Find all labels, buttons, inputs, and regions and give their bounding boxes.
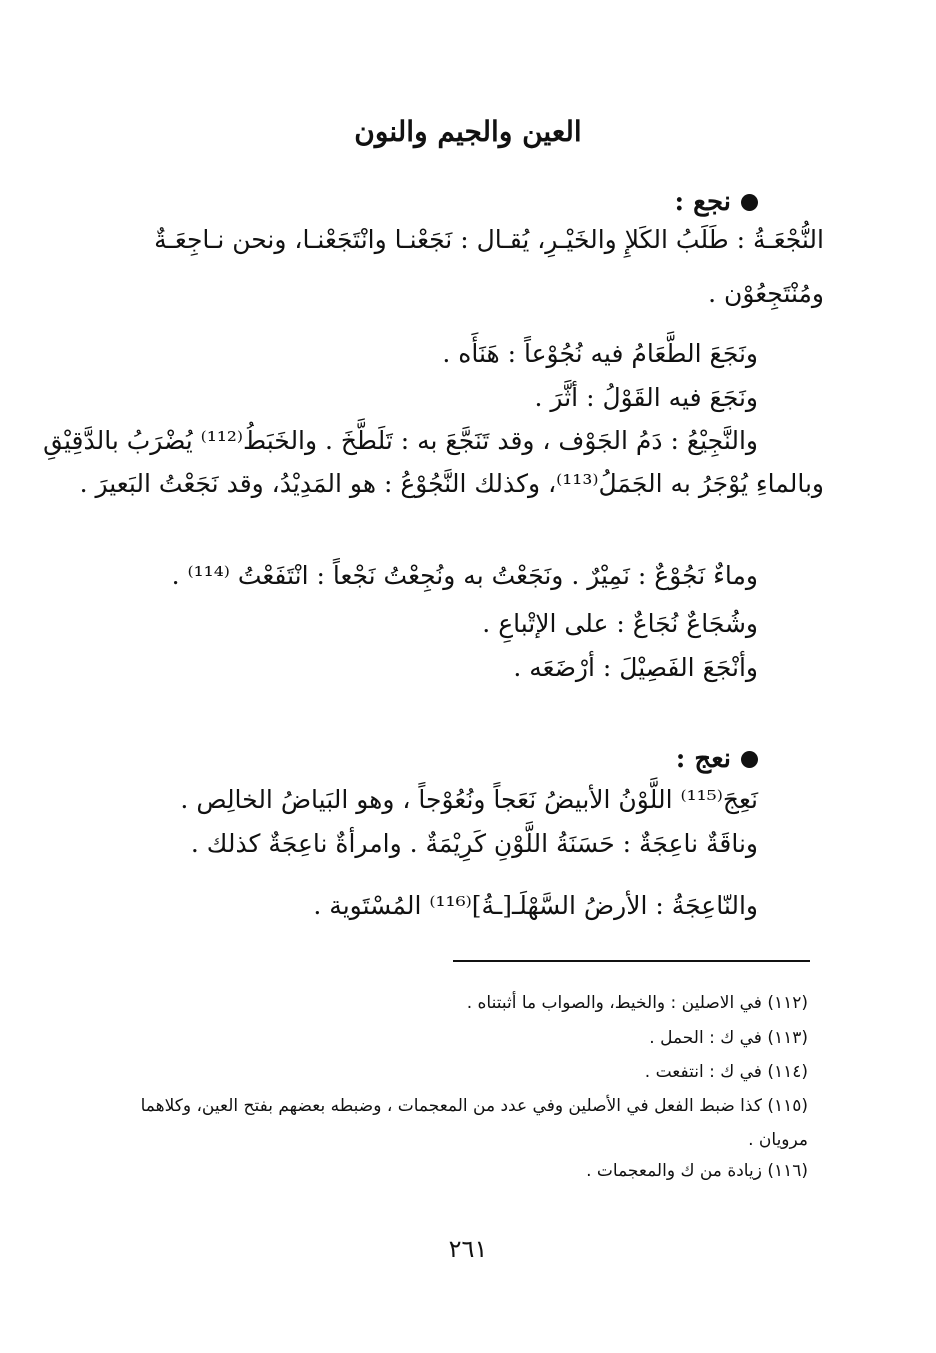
entry-line: ونَجَعَ فيه القَوْلُ : أثَّرَ .	[534, 383, 758, 412]
footnote: (١١٦) زيادة من ك والمعجمات .	[586, 1161, 808, 1181]
entry-line: نَعِجَ⁽¹¹⁵⁾ اللَّوْنُ الأبيضُ نَعَجاً ونُعُوْجاً ، وهو البَياضُ الخالِص .	[180, 785, 758, 814]
footnote-divider	[453, 960, 810, 962]
section-heading-naaj	[676, 740, 758, 777]
entry-line: والنّاعِجَةُ : الأرضُ السَّهْلَـ[ـةُ]⁽¹¹⁶⁾ المُسْتَوية .	[313, 891, 758, 920]
entry-line: ومُنْتَجِعُوْن .	[708, 279, 824, 308]
entry-line: وشُجَاعٌ نُجَاعٌ : على الإتْباعِ .	[482, 609, 758, 638]
entry-line: والنَّجِيْعُ : دَمُ الجَوْف ، وقد تَنَجَّعَ به : تَلَطَّخَ . والخَبَطُ⁽¹¹²⁾ يُضْرَبُ بالدَّقِيْقِ	[43, 426, 758, 455]
section-heading-text: نعج :	[675, 744, 731, 774]
footnote: (١١٤) في ك : انتفعت .	[644, 1062, 808, 1082]
footnote: (١١٢) في الاصلين : والخيط، والصواب ما أثبتناه .	[466, 993, 808, 1013]
entry-line: النُّجْعَـةُ : طَلَبُ الكَلإِ والخَيْـرِ، يُقـال : نَجَعْنـا وانْتَجَعْنـا، ونحن نـاجِعَـةٌ	[154, 225, 824, 254]
section-heading-text: نجع :	[674, 187, 731, 217]
entry-line: ونَجَعَ الطَّعَامُ فيه نُجُوْعاً : هَنَأَه .	[442, 339, 758, 368]
entry-line: وماءٌ نَجُوْعٌ : نَمِيْرٌ . ونَجَعْتُ به ونُجِعْتُ نَجْعاً : انْتَفَعْتُ ⁽¹¹⁴⁾ .	[171, 561, 758, 590]
entry-line: وناقَةٌ ناعِجَةٌ : حَسَنَةُ اللَّوْنِ كَرِيْمَةٌ . وامرأةٌ ناعِجَةٌ كذلك .	[190, 829, 758, 858]
footnote: (١١٥) كذا ضبط الفعل في الأصلين وفي عدد من المعجمات ، وضبطه بعضهم بفتح العين، وكلاهما	[140, 1096, 808, 1116]
section-heading-najaa	[674, 183, 758, 220]
footnote: (١١٣) في ك : الحمل .	[649, 1028, 808, 1048]
bullet-icon	[741, 194, 758, 211]
entry-line: وأنْجَعَ الفَصِيْلَ : أرْضَعَه .	[513, 653, 758, 682]
page-number: ٢٦١	[448, 1235, 488, 1263]
entry-line: وبالماءِ يُوْجَرُ به الجَمَلُ⁽¹¹³⁾، وكذلك النَّجُوْعُ : هو المَدِيْدُ، وقد نَجَعْتُ البَعيرَ .	[79, 469, 824, 498]
page-title: العين والجيم والنون	[354, 115, 582, 148]
footnote-continuation: مرويان .	[748, 1130, 808, 1150]
bullet-icon	[741, 751, 758, 768]
